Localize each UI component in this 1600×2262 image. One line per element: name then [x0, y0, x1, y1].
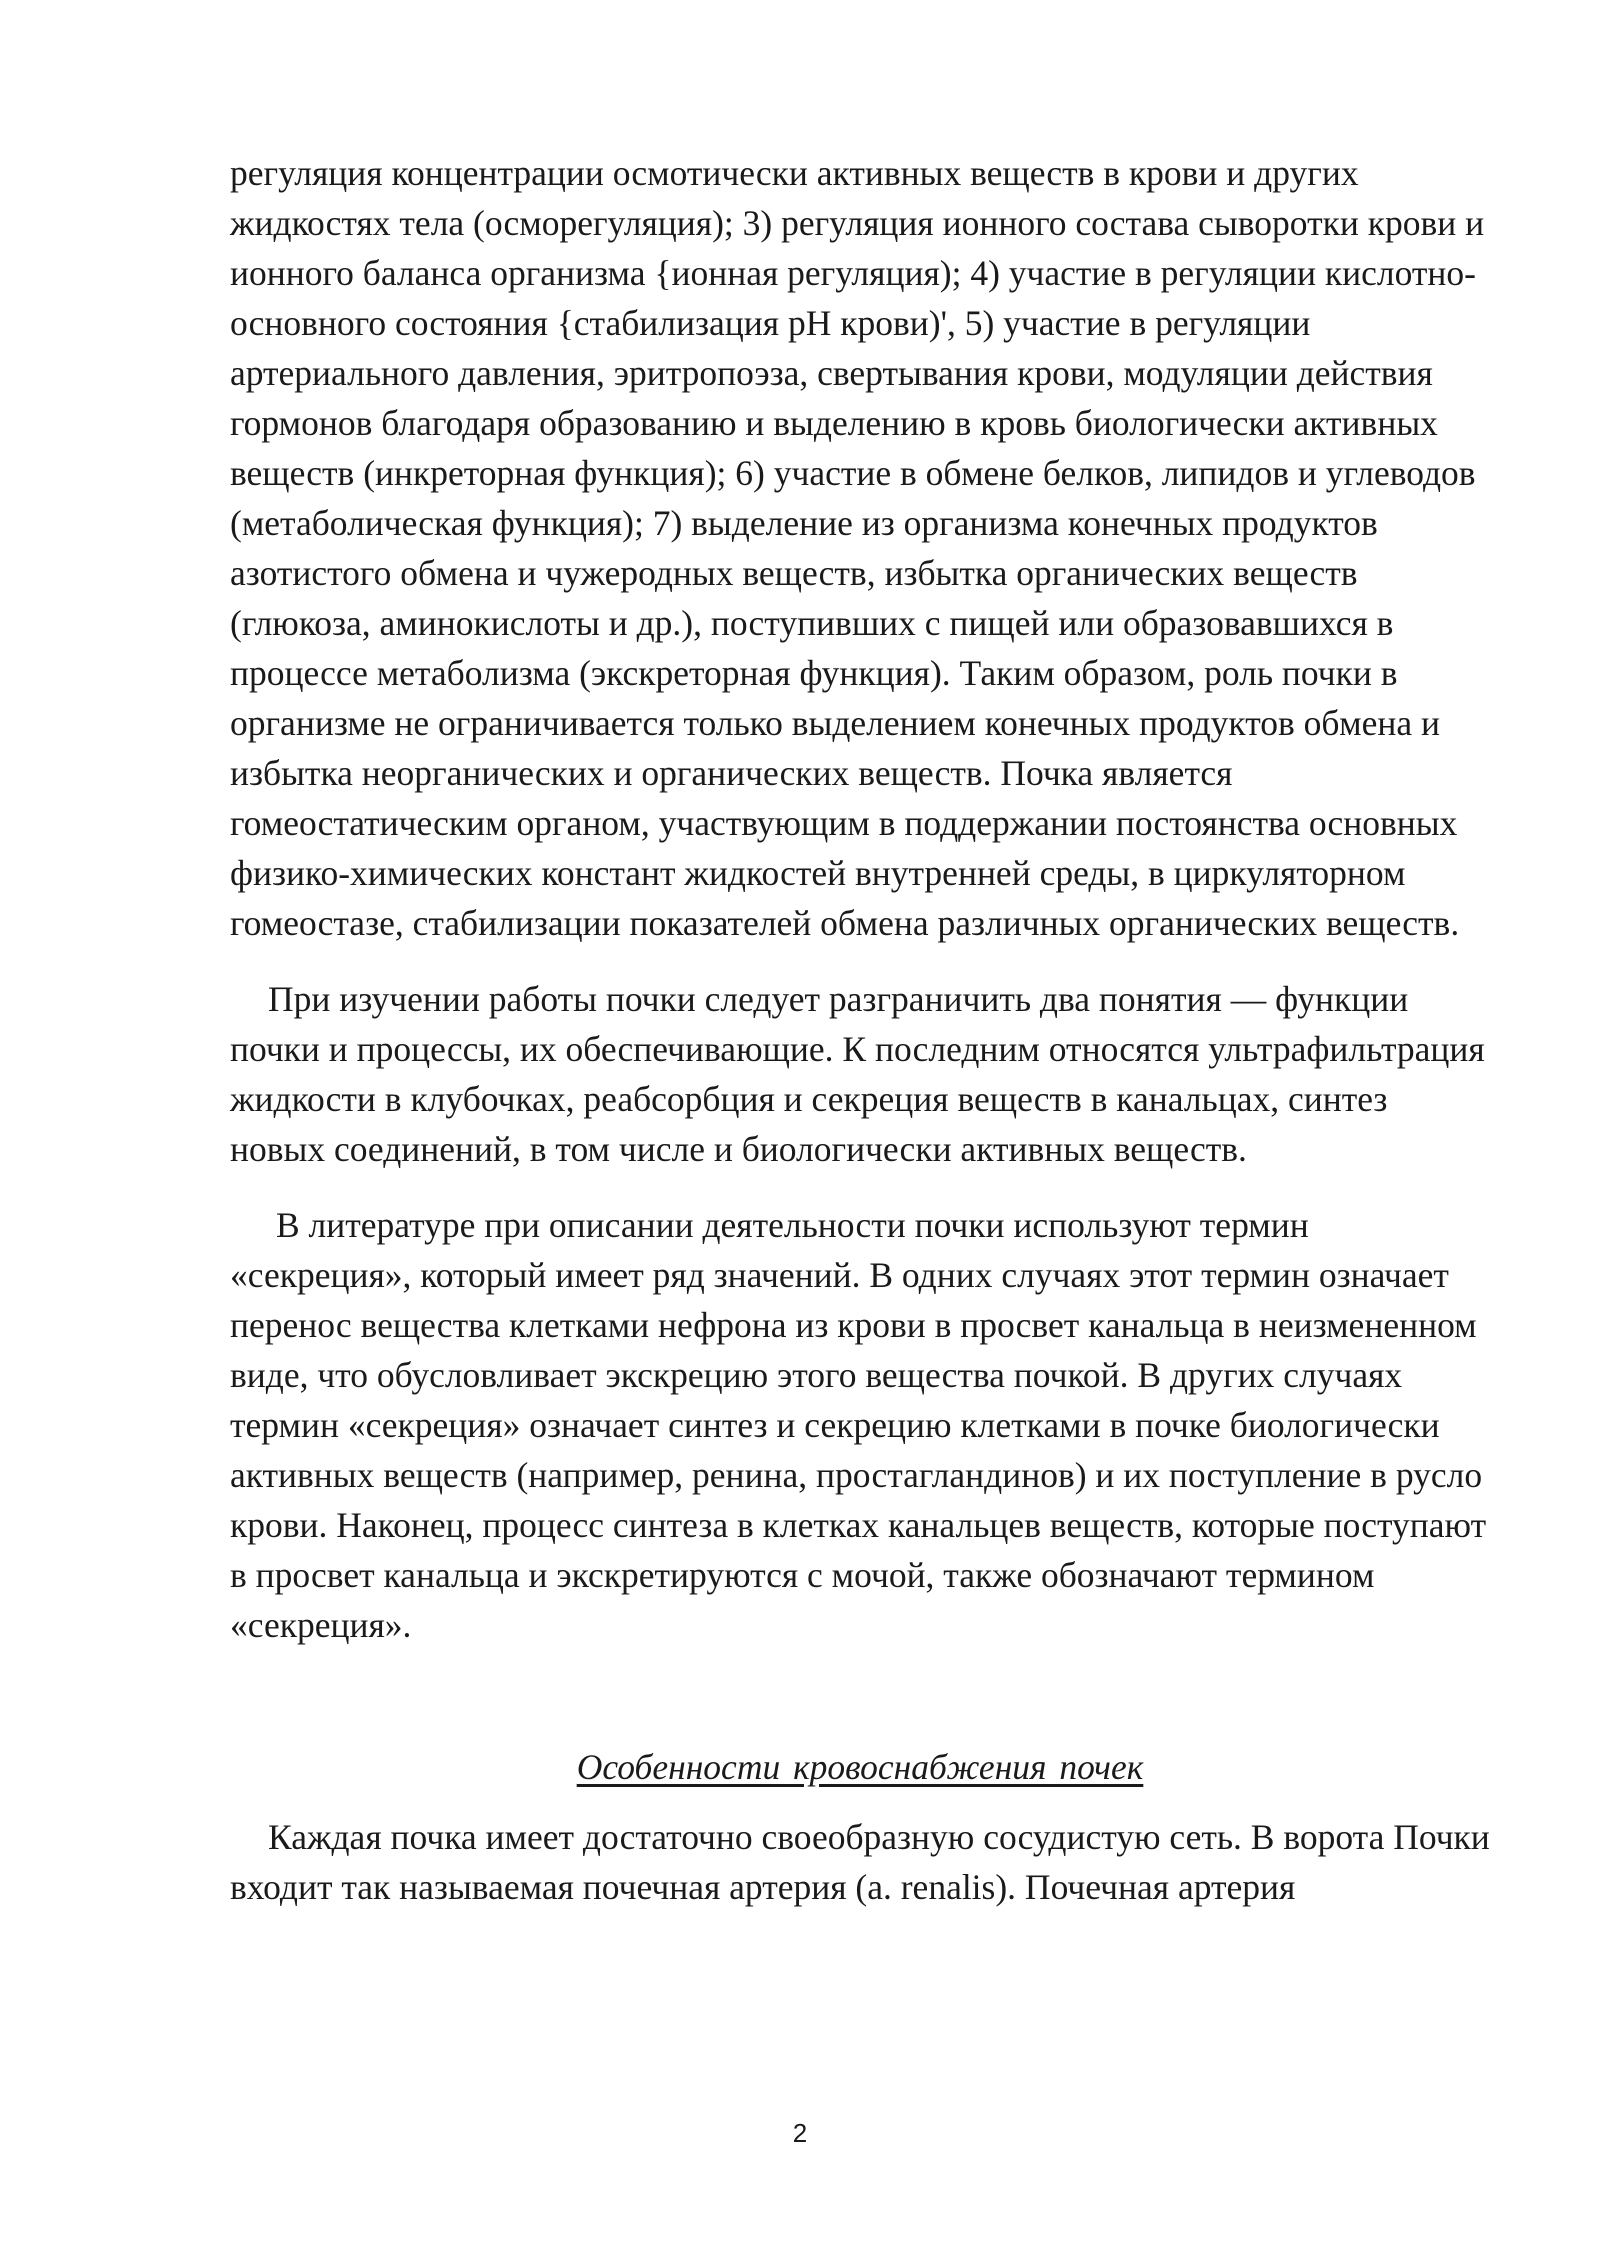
section-heading: Особенности кровоснабжения почек: [576, 1747, 1144, 1787]
document-page: [230, 148, 1490, 1938]
paragraph-kidney-processes: При изучении работы почки следует разграничить два понятия — функции почки и процессы, их обеспечивающие. К последним относятся ультрафильтрация жидкости в клубочках, реабсорбция и секреция веществ в канальцах, синтез новых соединений, в том числе и биологически активных веществ.: [230, 979, 1485, 1169]
paragraph-secretion-term: В литературе при описании деятельности почки используют термин «секреция», который имеет ряд значений. В одних случаях этот термин означает перенос вещества клетками нефрона из крови в просвет канальца в неизмененном виде, что обусловливает экскрецию этого вещества почкой. В других случаях термин «секреция» означает синтез и секрецию клетками в почке биологически активных веществ (например, ренина, простагландинов) и их поступление в русло крови. Наконец, процесс синтеза в клетках канальцев веществ, которые поступают в просвет канальца и экскретируются с мочой, также обозначают термином «секреция».: [230, 1205, 1487, 1645]
paragraph-kidney-functions: регуляция концентрации осмотически активных веществ в крови и других жидкостях тела (осморегуляция); 3) регуляция ионного состава сыворотки крови и ионного баланса организма {ионная регуляция); 4) участие в регуляции кислотно-основного состояния {стабилизация рН крови)', 5) участие в регуляции артериального давления, эритропоэза, свертывания крови, модуляции действия гормонов благодаря образованию и выделению в кровь биологически активных веществ (инкреторная функция); 6) участие в обмене белков, липидов и углеводов (метаболическая функция); 7) выделение из организма конечных продуктов азотистого обмена и чужеродных веществ, избытка органических веществ (глюкоза, аминокислоты и др.), поступивших с пищей или образовавшихся в процессе метаболизма (экскреторная функция). Таким образом, роль почки в организме не ограничивается только выделением конечных продуктов обмена и избытка неорганических и органических веществ. Почка является гомеостатическим органом, участвующим в поддержании постоянства основных физико-химических констант жидкостей внутренней среды, в циркуляторном гомеостазе, стабилизации показателей обмена различных органических веществ.: [230, 153, 1485, 943]
paragraph-blood-supply: Каждая почка имеет достаточно своеобразную сосудистую сеть. В ворота Почки входит так называемая почечная артерия (a. renalis). Почечная артерия: [230, 1817, 1490, 1907]
page-number: 2: [792, 2118, 808, 2148]
